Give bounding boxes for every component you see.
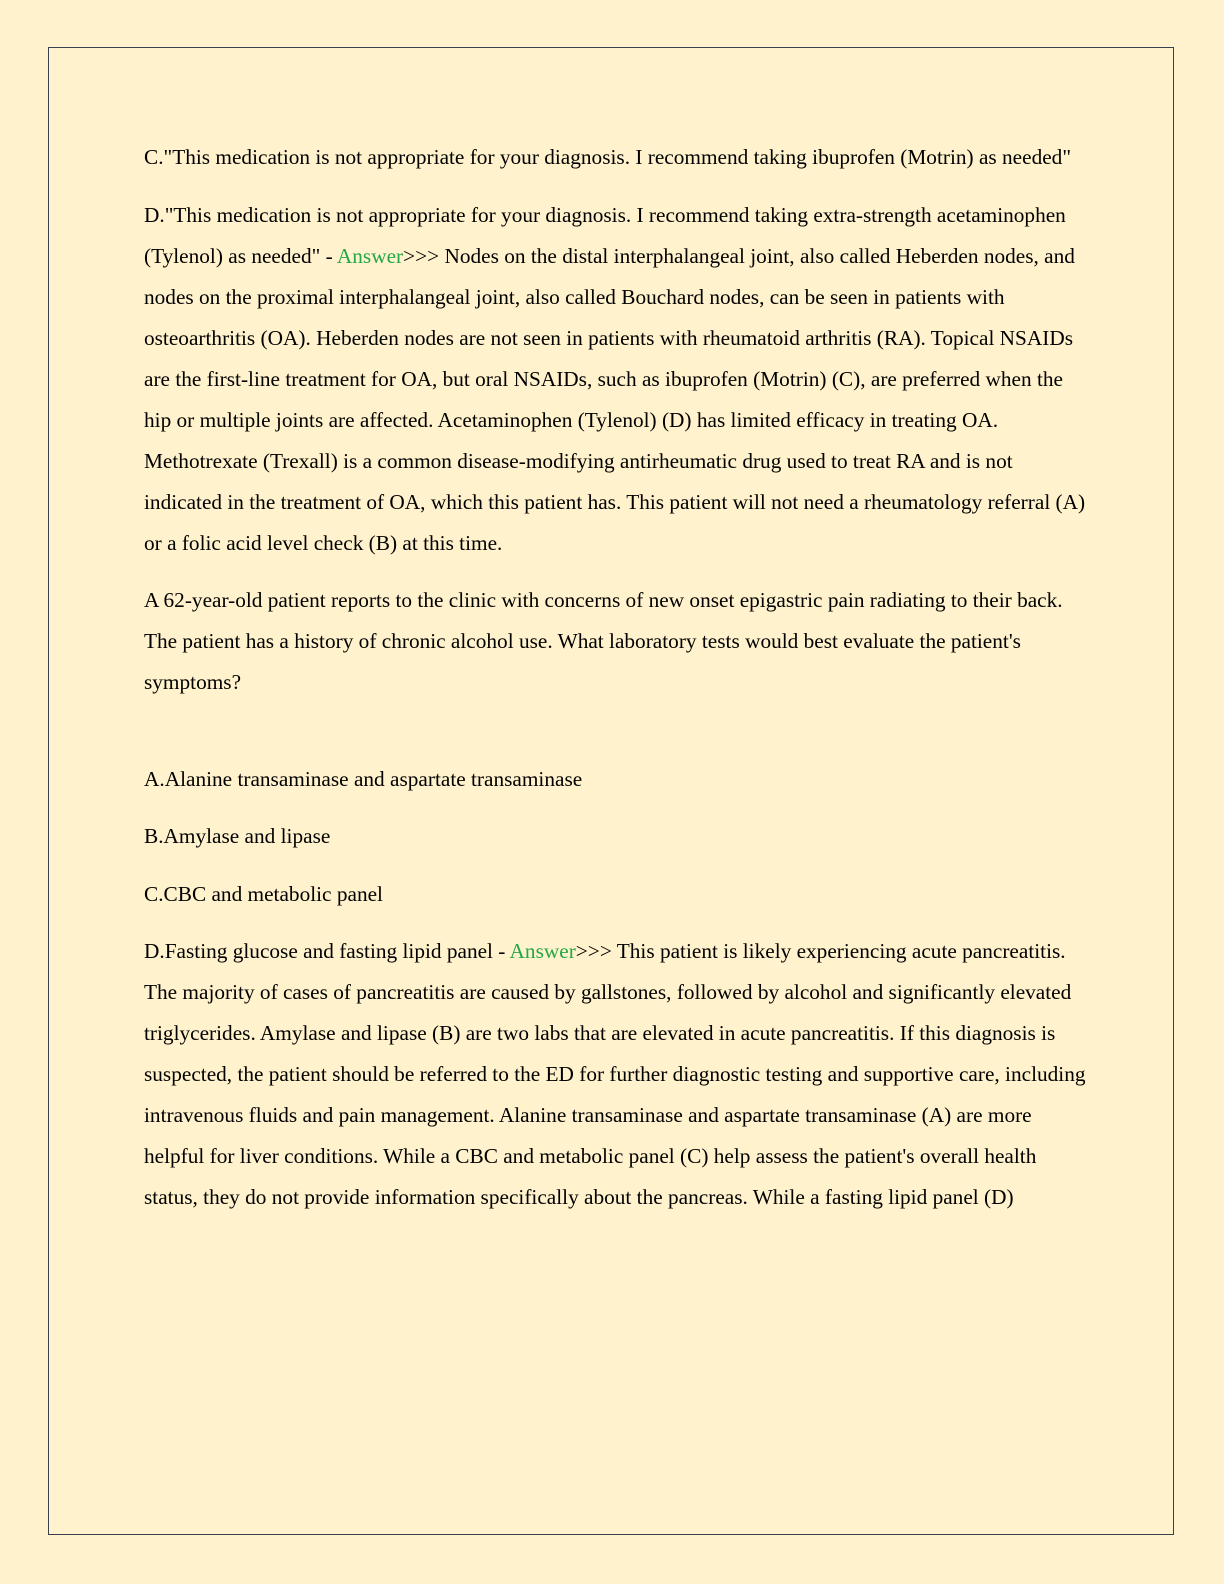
answer-explanation: >>> Nodes on the distal interphalangeal joint, also called Heberden nodes, and nodes on the proximal interphalangeal joint, also called Bouchard nodes, can be seen in patients with osteoarthritis (OA). Heberden nodes are not seen in patients with rheumatoid arthritis (RA). Topical NSAIDs are the first-line treatment for OA, but oral NSAIDs, such as ibuprofen (Motrin) (C), are preferred when the hip or multiple joints are affected. Acetaminophen (Tylenol) (D) has limited efficacy in treating OA. Methotrexate (Trexall) is a common disease-modifying antirheumatic drug used to treat RA and is not indicated in the treatment of OA, which this patient has. This patient will not need a rheumatology referral (A) or a folic acid level check (B) at this time. (144, 243, 1086, 555)
option-c-previous-question: C."This medication is not appropriate for your diagnosis. I recommend taking ibuprofen (Motrin) as needed" (144, 145, 1072, 169)
option-c: C.CBC and metabolic panel (144, 881, 383, 906)
answer-label: Answer (336, 243, 404, 268)
option-d-text: D.Fasting glucose and fasting lipid panel - (144, 939, 510, 963)
option-d-with-answer (144, 931, 1089, 1218)
option-d-text: D."This medication is not appropriate for your diagnosis. I recommend taking extra-strength acetaminophen (Tylenol) as needed" - (144, 202, 1066, 268)
option-b: B.Amylase and lipase (144, 824, 331, 848)
spacer (144, 720, 1089, 759)
question-stem: A 62-year-old patient reports to the clinic with concerns of new onset epigastric pain radiating to their back. The patient has a history of chronic alcohol use. What laboratory tests would best evaluate the patient's symptoms? (144, 588, 1063, 694)
option-d-previous-question-with-answer (144, 195, 1089, 564)
option-a: A.Alanine transaminase and aspartate transaminase (144, 766, 583, 791)
answer-label: Answer (509, 939, 576, 963)
document-body (144, 137, 1089, 1235)
answer-explanation: >>> This patient is likely experiencing acute pancreatitis. The majority of cases of pancreatitis are caused by gallstones, followed by alcohol and significantly elevated triglycerides. Amylase and lipase (B) are two labs that are elevated in acute pancreatitis. If this diagnosis is suspected, the patient should be referred to the ED for further diagnostic testing and supportive care, including intravenous fluids and pain management. Alanine transaminase and aspartate transaminase (A) are more helpful for liver conditions. While a CBC and metabolic panel (C) help assess the patient's overall health status, they do not provide information specifically about the pancreas. While a fasting lipid panel (D) (144, 939, 1086, 1209)
